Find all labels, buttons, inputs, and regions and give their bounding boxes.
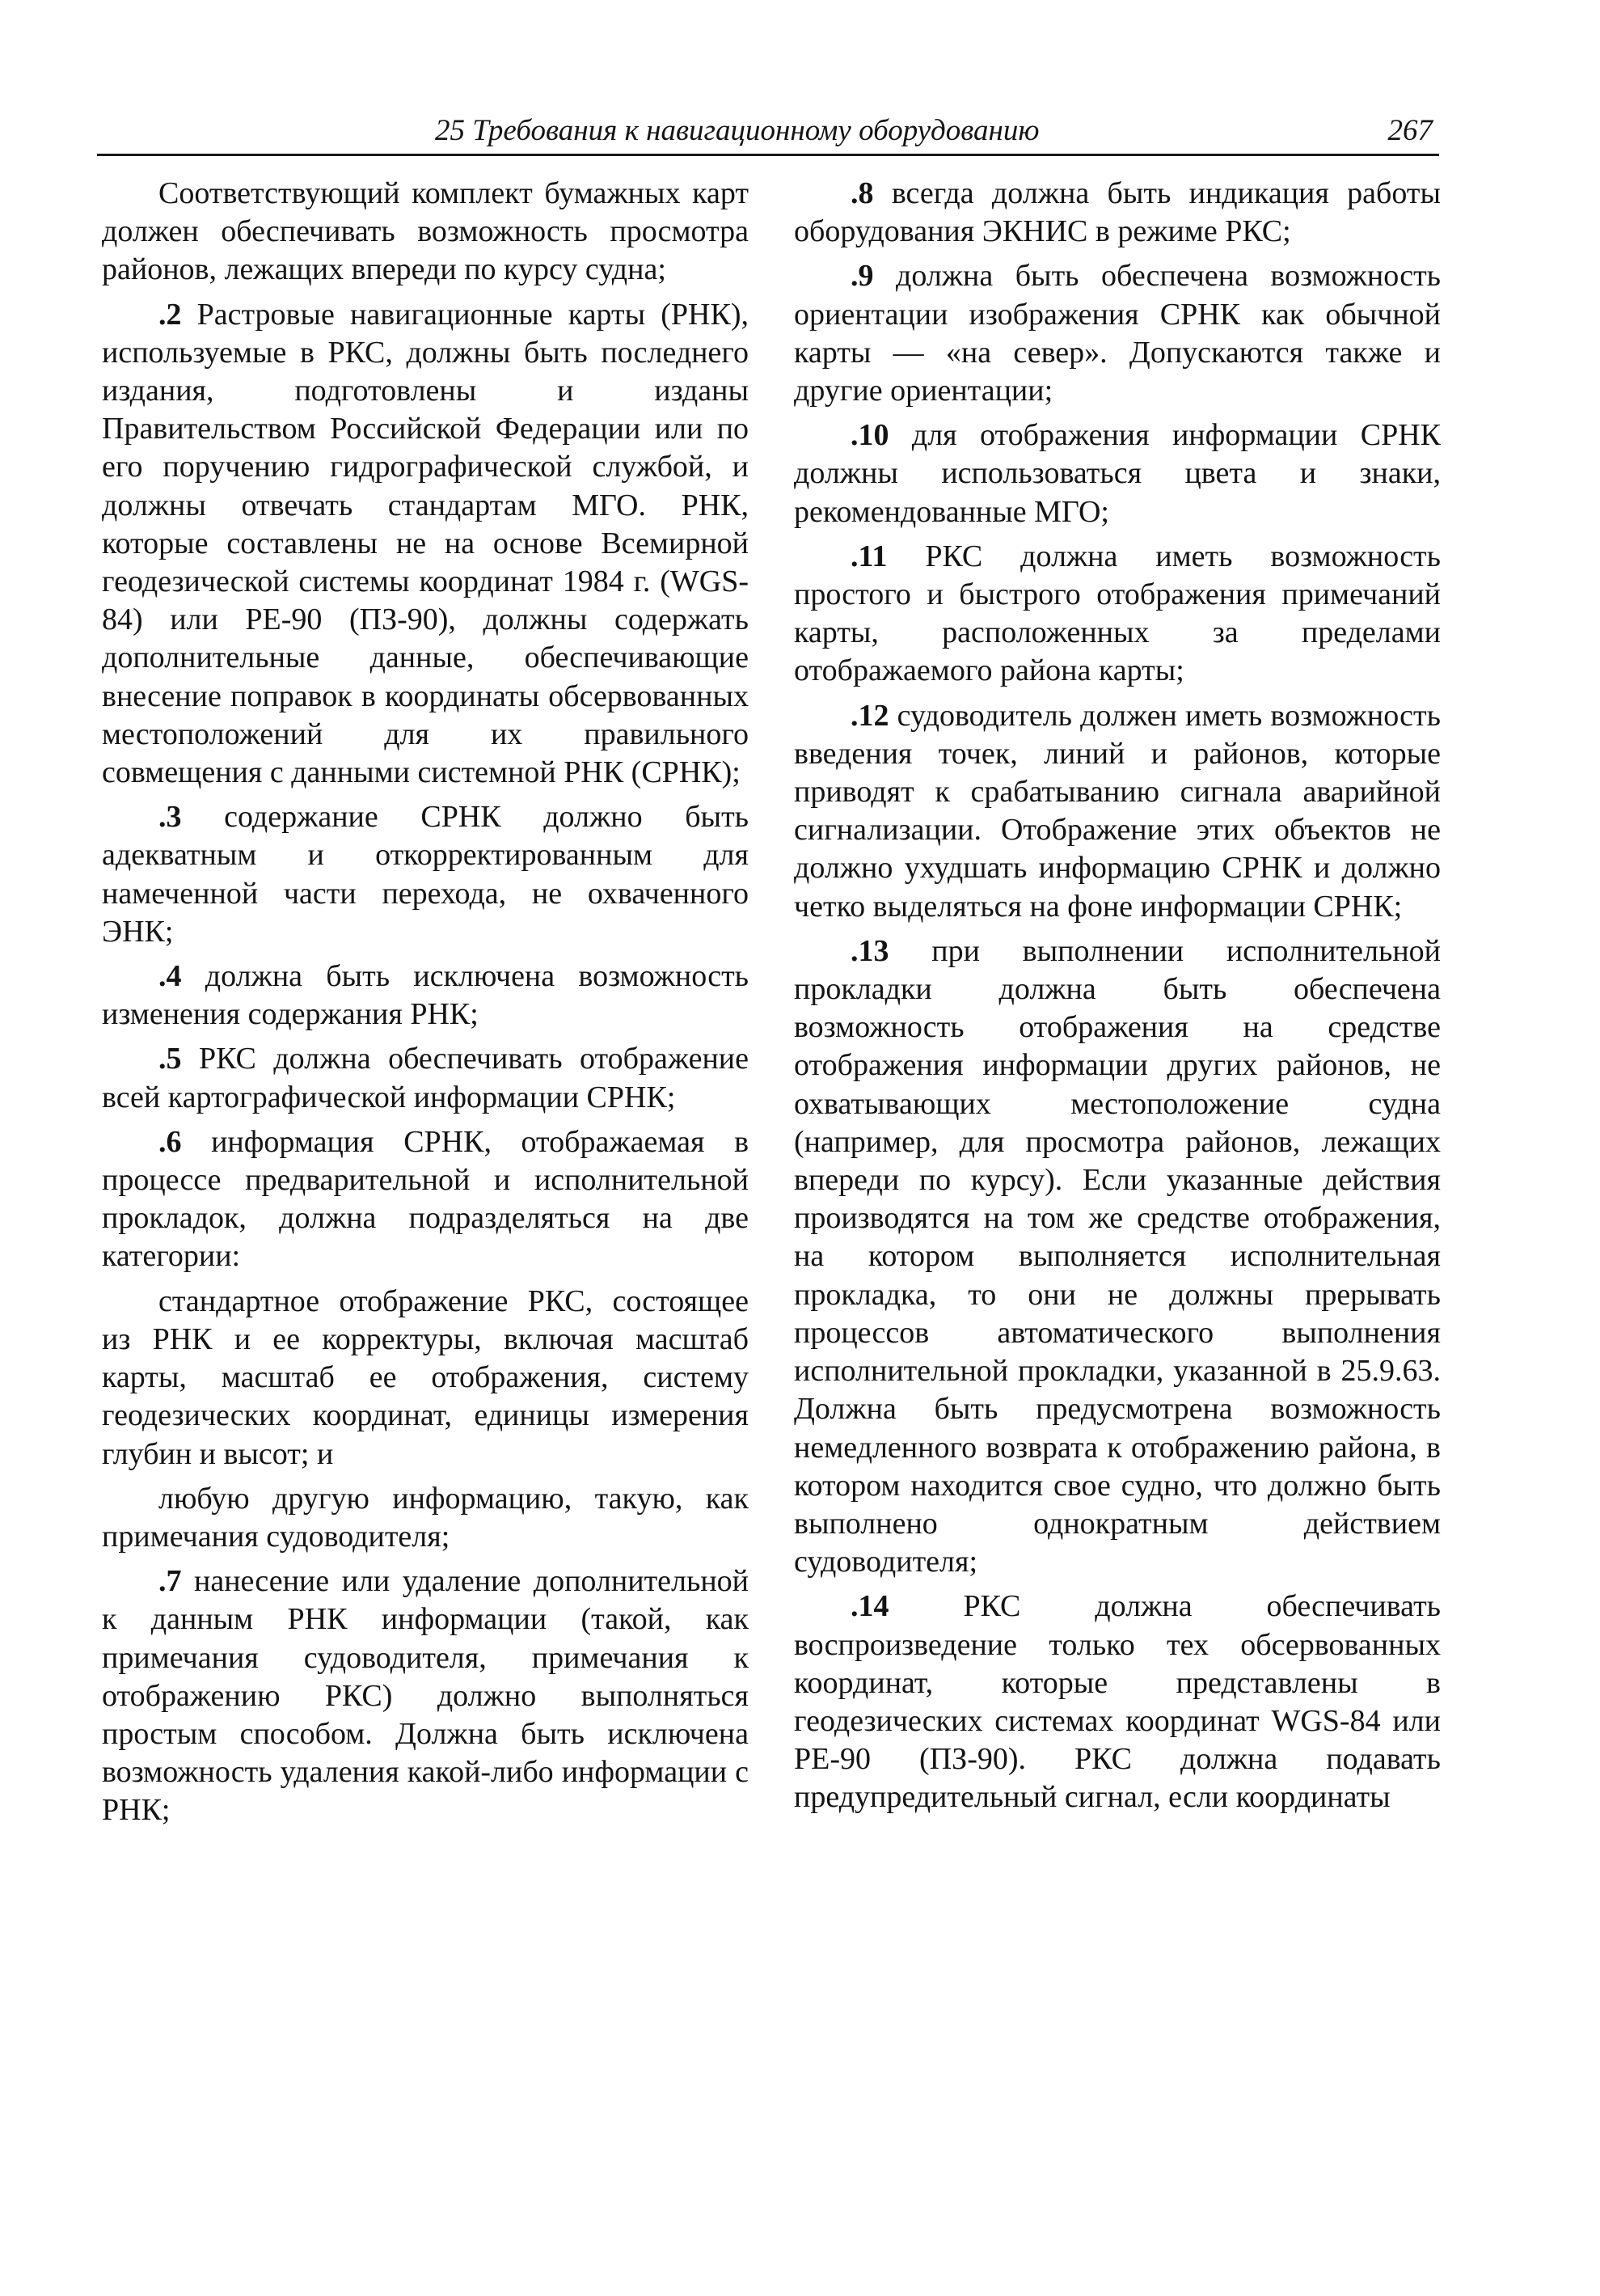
paragraph (102, 1283, 749, 1474)
paragraph-text: содержание СРНК должно быть адекватным и откорректированным для намеченной части перехода, не охваченного ЭНК; (102, 800, 749, 949)
paragraph-text: для отображения информации СРНК должны использоваться цвета и знаки, рекомендованные МГО; (794, 418, 1441, 529)
left-column (102, 175, 749, 1837)
item-number: .4 (158, 959, 182, 994)
paragraph (102, 1480, 749, 1556)
paragraph-text: нанесение или удаление дополнительной к данным РНК информации (такой, как примечания судоводителя, примечания к отображению РКС) должно выполняться простым способом. Должна быть исключена возможность удаления какой-либо информации с РНК; (102, 1564, 749, 1828)
paragraph-text: Растровые навигационные карты (РНК), используемые в РКС, должны быть последнего издания, подготовлены и изданы Правительством Российской Федерации или по его поручению гидрографической службой, и должны отвечать стандартам МГО. РНК, которые составлены не на основе Всемирной геодезической системы координат 1984 г. (WGS-84) или PE-90 (ПЗ-90), должны содержать дополнительные данные, обеспечивающие внесение поправок в координаты обсервованных местоположений для их правильного совмещения с данными системной РНК (СРНК); (102, 297, 749, 790)
paragraph-text: информация СРНК, отображаемая в процессе предварительной и исполнительной прокладок, должна подразделяться на две категории: (102, 1124, 749, 1274)
paragraph-text: судоводитель должен иметь возможность введения точек, линий и районов, которые приводят к срабатыванию сигнала аварийной сигнализации. Отображение этих объектов не должно ухудшать информацию СРНК и должно четко выделяться на фоне информации СРНК; (794, 698, 1441, 924)
item-number: .11 (851, 539, 888, 573)
item-number: .8 (851, 176, 874, 210)
item-number: .2 (158, 297, 182, 332)
paragraph (794, 697, 1441, 926)
paragraph (102, 296, 749, 793)
item-number: .13 (851, 933, 889, 968)
paragraph (102, 1123, 749, 1276)
paragraph (794, 538, 1441, 691)
item-number: .7 (158, 1564, 182, 1599)
paragraph-text: всегда должна быть индикация работы оборудования ЭКНИС в режиме РКС; (794, 176, 1441, 249)
paragraph (102, 798, 749, 951)
item-number: .6 (158, 1124, 182, 1159)
item-number: .3 (158, 800, 182, 835)
paragraph (794, 175, 1441, 251)
running-header (97, 107, 1439, 156)
paragraph-text: должна быть исключена возможность изменения содержания РНК; (102, 959, 749, 1032)
item-number: .14 (851, 1589, 889, 1624)
paragraph-text: РКС должна обеспечивать отображение всей картографической информации СРНК; (102, 1042, 749, 1114)
item-number: .9 (851, 259, 874, 294)
paragraph-text: при выполнении исполнительной прокладки должна быть обеспечена возможность отображения на средстве отображения информации других районов, не охватывающих местоположение судна (например, для просмотра районов, лежащих впереди по курсу). Если указанные действия производятся на том же средстве отображения, на котором выполняется исполнительная прокладка, то они не должны прерывать процессов автоматического выполнения исполнительной прокладки, указанной в 25.9.63. Должна быть предусмотрена возможность немедленного возврата к отображению района, в котором находится свое судно, что должно быть выполнено однократным действием судоводителя; (794, 933, 1442, 1579)
paragraph (794, 416, 1441, 531)
paragraph-text: должна быть обеспечена возможность ориентации изображения СРНК как обычной карты — «на север». Допускаются также и другие ориентации; (794, 259, 1441, 408)
item-number: .10 (851, 418, 889, 453)
paragraph-text: РКС должна обеспечивать воспроизведение только тех обсервованных координат, которые представлены в геодезических системах координат WGS-84 или PE-90 (ПЗ-90). РКС должна подавать предупредительный сигнал, если координаты (794, 1589, 1442, 1815)
right-column (794, 175, 1441, 1824)
page-number: 267 (1387, 114, 1433, 147)
paragraph (102, 175, 749, 290)
header-title: 25 Требования к навигационному оборудованию (435, 114, 1040, 147)
paragraph-text: стандартное отображение РКС, состоящее из РНК и ее корректуры, включая масштаб карты, масштаб ее отображения, систему геодезических координат, единицы измерения глубин и высот; и (102, 1283, 749, 1471)
paragraph-text: РКС должна иметь возможность простого и быстрого отображения примечаний карты, расположенных за пределами отображаемого района карты; (794, 539, 1441, 688)
item-number: .5 (158, 1042, 182, 1076)
paragraph (102, 1040, 749, 1116)
paragraph (102, 958, 749, 1034)
paragraph-text: Соответствующий комплект бумажных карт должен обеспечивать возможность просмотра районов, лежащих впереди по курсу судна; (102, 176, 749, 287)
item-number: .12 (851, 698, 889, 733)
paragraph (794, 257, 1441, 410)
paragraph (102, 1562, 749, 1829)
paragraph (794, 1588, 1441, 1816)
paragraph (794, 932, 1441, 1581)
paragraph-text: любую другую информацию, такую, как примечания судоводителя; (102, 1481, 749, 1554)
